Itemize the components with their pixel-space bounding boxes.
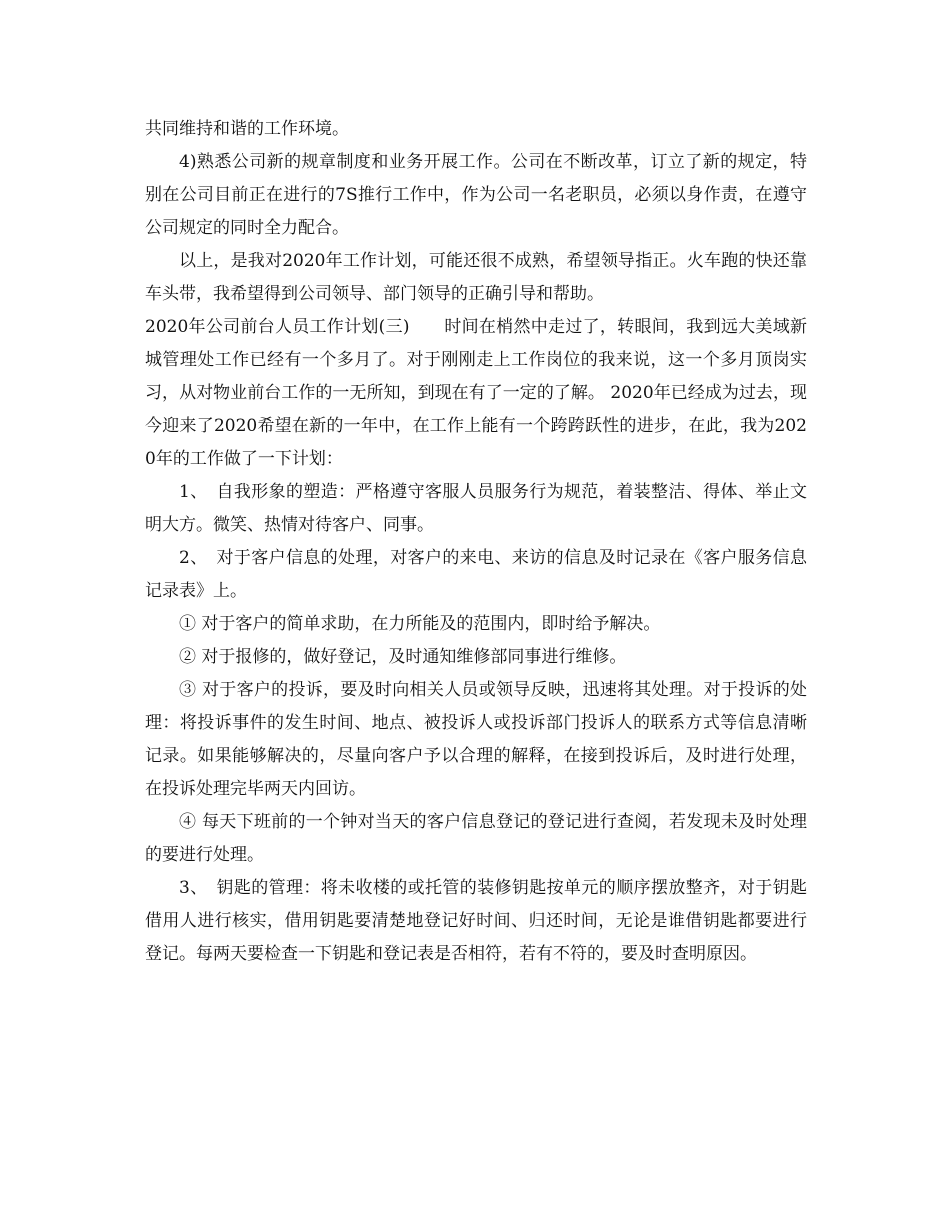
paragraph-subitem-4: ④ 每天下班前的一个钟对当天的客户信息登记的登记进行查阅，若发现未及时处理的要进行处理。: [145, 812, 807, 865]
paragraph-section-heading: 2020年公司前台人员工作计划(三) 时间在梢然中走过了，转眼间，我到远大美域新城管理处工作已经有一个多月了。对于刚刚走上工作岗位的我来说，这一个多月顶岗实习，从对物业前台工作的一无所知，到现在有了一定的了解。 2020年已经成为过去，现今迎来了2020希望在新的一年中，在工作上能有一个跨跨跃性的进步，在此，我为2020年的工作做了一下计划：: [145, 317, 807, 469]
paragraph-item-1: 1、 自我形象的塑造：严格遵守客服人员服务行为规范，着装整洁、得体、举止文明大方。微笑、热情对待客户、同事。: [145, 482, 807, 535]
paragraph-subitem-3: ③ 对于客户的投诉，要及时向相关人员或领导反映，迅速将其处理。对于投诉的处理：将投诉事件的发生时间、地点、被投诉人或投诉部门投诉人的联系方式等信息清晰记录。如果能够解决的，尽量向客户予以合理的解释，在接到投诉后，及时进行处理，在投诉处理完毕两天内回访。: [145, 680, 807, 799]
paragraph-item-3: 3、 钥匙的管理：将未收楼的或托管的装修钥匙按单元的顺序摆放整齐，对于钥匙借用人进行核实，借用钥匙要清楚地登记好时间、归还时间，无论是谁借钥匙都要进行登记。每两天要检查一下钥匙和登记表是否相符，若有不符的，要及时查明原因。: [145, 878, 807, 964]
paragraph-item-2: 2、 对于客户信息的处理，对客户的来电、来访的信息及时记录在《客户服务信息记录表》上。: [145, 548, 807, 601]
document-body: [145, 113, 807, 971]
paragraph-subitem-2: ② 对于报修的，做好登记，及时通知维修部同事进行维修。: [179, 647, 627, 667]
paragraph: 共同维持和谐的工作环境。: [145, 119, 349, 139]
paragraph: 以上，是我对2020年工作计划，可能还很不成熟，希望领导指正。火车跑的快还靠车头带，我希望得到公司领导、部门领导的正确引导和帮助。: [145, 251, 807, 304]
paragraph: 4)熟悉公司新的规章制度和业务开展工作。公司在不断改革，订立了新的规定，特别在公司目前正在进行的7S推行工作中，作为公司一名老职员，必须以身作责，在遵守公司规定的同时全力配合。: [145, 152, 807, 238]
paragraph-subitem-1: ① 对于客户的简单求助，在力所能及的范围内，即时给予解决。: [179, 614, 661, 634]
